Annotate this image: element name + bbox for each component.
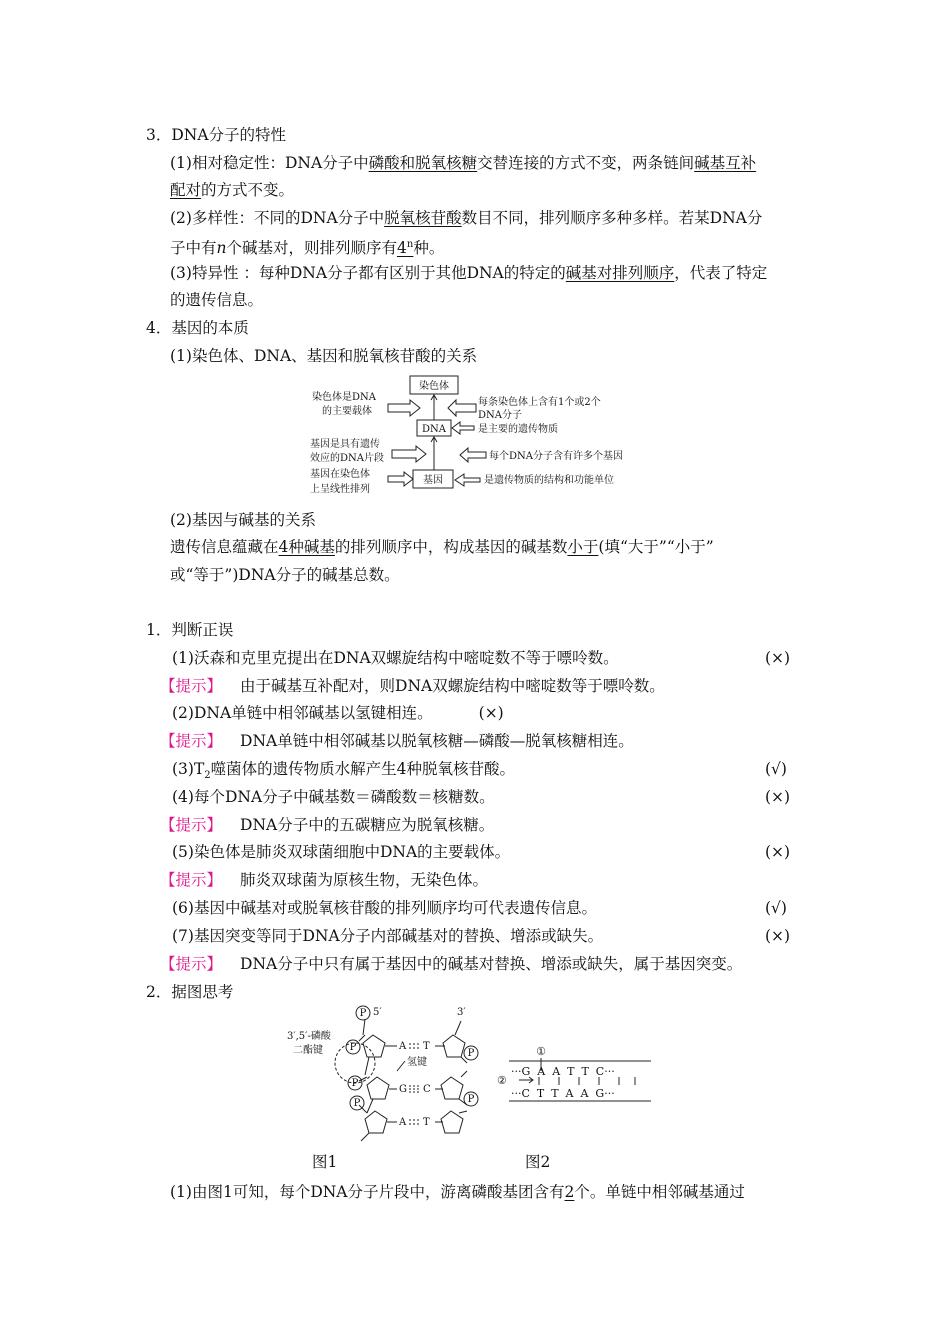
- box-gene: 基因: [423, 475, 443, 486]
- base-t-1: T: [423, 1041, 430, 1052]
- label-l2a: 基因是具有遗传: [310, 439, 380, 450]
- tip-2: 【提示】 DNA单链中相邻碱基以脱氧核糖—磷酸—脱氧核糖相连。: [160, 732, 634, 750]
- gene-base-subtitle: (2)基因与碱基的关系: [170, 511, 316, 529]
- gene-dna-chromosome-diagram: [300, 372, 650, 500]
- think-title: 2．据图思考: [146, 983, 234, 1001]
- judge-item-3: $(3)T_2$噬菌体的遗传物质水解产生4种脱氧核苷酸。: [172, 760, 516, 782]
- judge-mark-1: (×): [765, 649, 791, 667]
- tip-4: 【提示】 DNA分子中的五碳糖应为脱氧核糖。: [160, 816, 495, 834]
- base-c: C: [423, 1084, 431, 1095]
- figure-2-caption: 图2: [525, 1153, 551, 1171]
- figure-2-dna-segment: [495, 1045, 655, 1107]
- figure-1-dna-structure: [285, 1005, 495, 1145]
- marker-1: ①: [536, 1045, 546, 1058]
- judge-mark-2: (×): [478, 704, 504, 722]
- section-3-title: 3．DNA分子的特性: [146, 126, 287, 144]
- label-l3b: 上呈线性排列: [310, 484, 370, 495]
- relation-subtitle: (1)染色体、DNA、基因和脱氧核苷酸的关系: [170, 347, 478, 365]
- label-r2: 是主要的遗传物质: [478, 424, 558, 435]
- judge-mark-3: (√): [765, 760, 787, 778]
- label-l1b: 的主要载体: [322, 406, 372, 417]
- phosphate-4: P: [353, 1098, 361, 1109]
- judge-item-4: (4)每个DNA分子中碱基数＝磷酸数＝核糖数。: [172, 788, 495, 806]
- top-strand: ···G A A T T C···: [511, 1065, 615, 1078]
- tip-7: 【提示】 DNA分子中只有属于基因中的碱基对替换、增添或缺失，属于基因突变。: [160, 955, 743, 973]
- judge-item-2: (2)DNA单链中相邻碱基以氢键相连。 (×): [172, 704, 504, 722]
- five-prime: 5′: [373, 1007, 382, 1018]
- judge-mark-6: (√): [765, 899, 787, 917]
- gene-base-line-1: 遗传信息蕴藏在4种碱基的排列顺序中，构成基因的碱基数小于(填“大于”“小于”: [170, 538, 714, 556]
- specificity-line-1: (3)特异性 ：每种DNA分子都有区别于其他DNA的特定的碱基对排列顺序，代表了特定: [170, 264, 768, 282]
- diversity-line-2: 子中有n个碱基对，则排列顺序有4$^n$种。: [170, 239, 445, 258]
- hbond-label: 氢键: [407, 1057, 427, 1068]
- bottom-strand: ···C T T A A G···: [511, 1087, 615, 1100]
- judge-item-5: (5)染色体是肺炎双球菌细胞中DNA的主要载体。: [172, 843, 511, 861]
- gene-base-line-2: 或“等于”)DNA分子的碱基总数。: [170, 566, 400, 584]
- label-l2b: 效应的DNA片段: [310, 453, 384, 464]
- label-r4: 是遗传物质的结构和功能单位: [484, 475, 614, 486]
- judge-mark-4: (×): [765, 788, 791, 806]
- box-dna: DNA: [422, 424, 446, 435]
- base-a-1: A: [399, 1041, 407, 1052]
- phosphate-2: P: [349, 1042, 357, 1053]
- tip-5: 【提示】 肺炎双球菌为原核生物，无染色体。: [160, 871, 489, 889]
- judge-mark-7: (×): [765, 927, 791, 945]
- phosphate-5: P: [467, 1048, 475, 1059]
- judge-item-6: (6)基因中碱基对或脱氧核苷酸的排列顺序均可代表遗传信息。: [172, 899, 597, 917]
- stability-line-2: 配对的方式不变。: [170, 181, 295, 199]
- phosphate-6: P: [467, 1094, 475, 1105]
- bond-label-b: 二酯键: [293, 1045, 323, 1056]
- box-chromosome: 染色体: [419, 381, 449, 392]
- base-a-2: A: [399, 1117, 407, 1128]
- label-r3: 每个DNA分子含有许多个基因: [489, 451, 623, 462]
- label-r1b: DNA分子: [478, 410, 522, 421]
- marker-2: ②: [497, 1074, 507, 1087]
- judge-item-1: (1)沃森和克里克提出在DNA双螺旋结构中嘧啶数不等于嘌呤数。: [172, 649, 619, 667]
- specificity-line-2: 的遗传信息。: [170, 291, 264, 309]
- base-t-2: T: [423, 1117, 430, 1128]
- phosphate-1: P: [359, 1008, 367, 1019]
- label-l1a: 染色体是DNA: [312, 392, 376, 403]
- base-g: G: [399, 1084, 407, 1095]
- section-4-title: 4．基因的本质: [146, 319, 249, 337]
- figure-1-caption: 图1: [312, 1153, 338, 1171]
- judge-title: 1．判断正误: [146, 621, 234, 639]
- phosphate-3: P: [351, 1078, 359, 1089]
- label-r1a: 每条染色体上含有1个或2个: [478, 397, 601, 408]
- stability-line-1: (1)相对稳定性：DNA分子中磷酸和脱氧核糖交替连接的方式不变，两条链间碱基互补: [170, 154, 757, 172]
- three-prime: 3′: [457, 1007, 466, 1018]
- tip-1: 【提示】 由于碱基互补配对，则DNA双螺旋结构中嘧啶数等于嘌呤数。: [160, 677, 665, 695]
- judge-mark-5: (×): [765, 843, 791, 861]
- question-1-line: (1)由图1可知，每个DNA分子片段中，游离磷酸基团含有2个。单链中相邻碱基通过: [170, 1183, 745, 1201]
- bond-label-a: 3′,5′-磷酸: [287, 1031, 331, 1042]
- diversity-line-1: (2)多样性：不同的DNA分子中脱氧核苷酸数目不同，排列顺序多种多样。若某DNA分: [170, 209, 763, 227]
- label-l3a: 基因在染色体: [310, 469, 370, 480]
- judge-item-7: (7)基因突变等同于DNA分子内部碱基对的替换、增添或缺失。: [172, 927, 604, 945]
